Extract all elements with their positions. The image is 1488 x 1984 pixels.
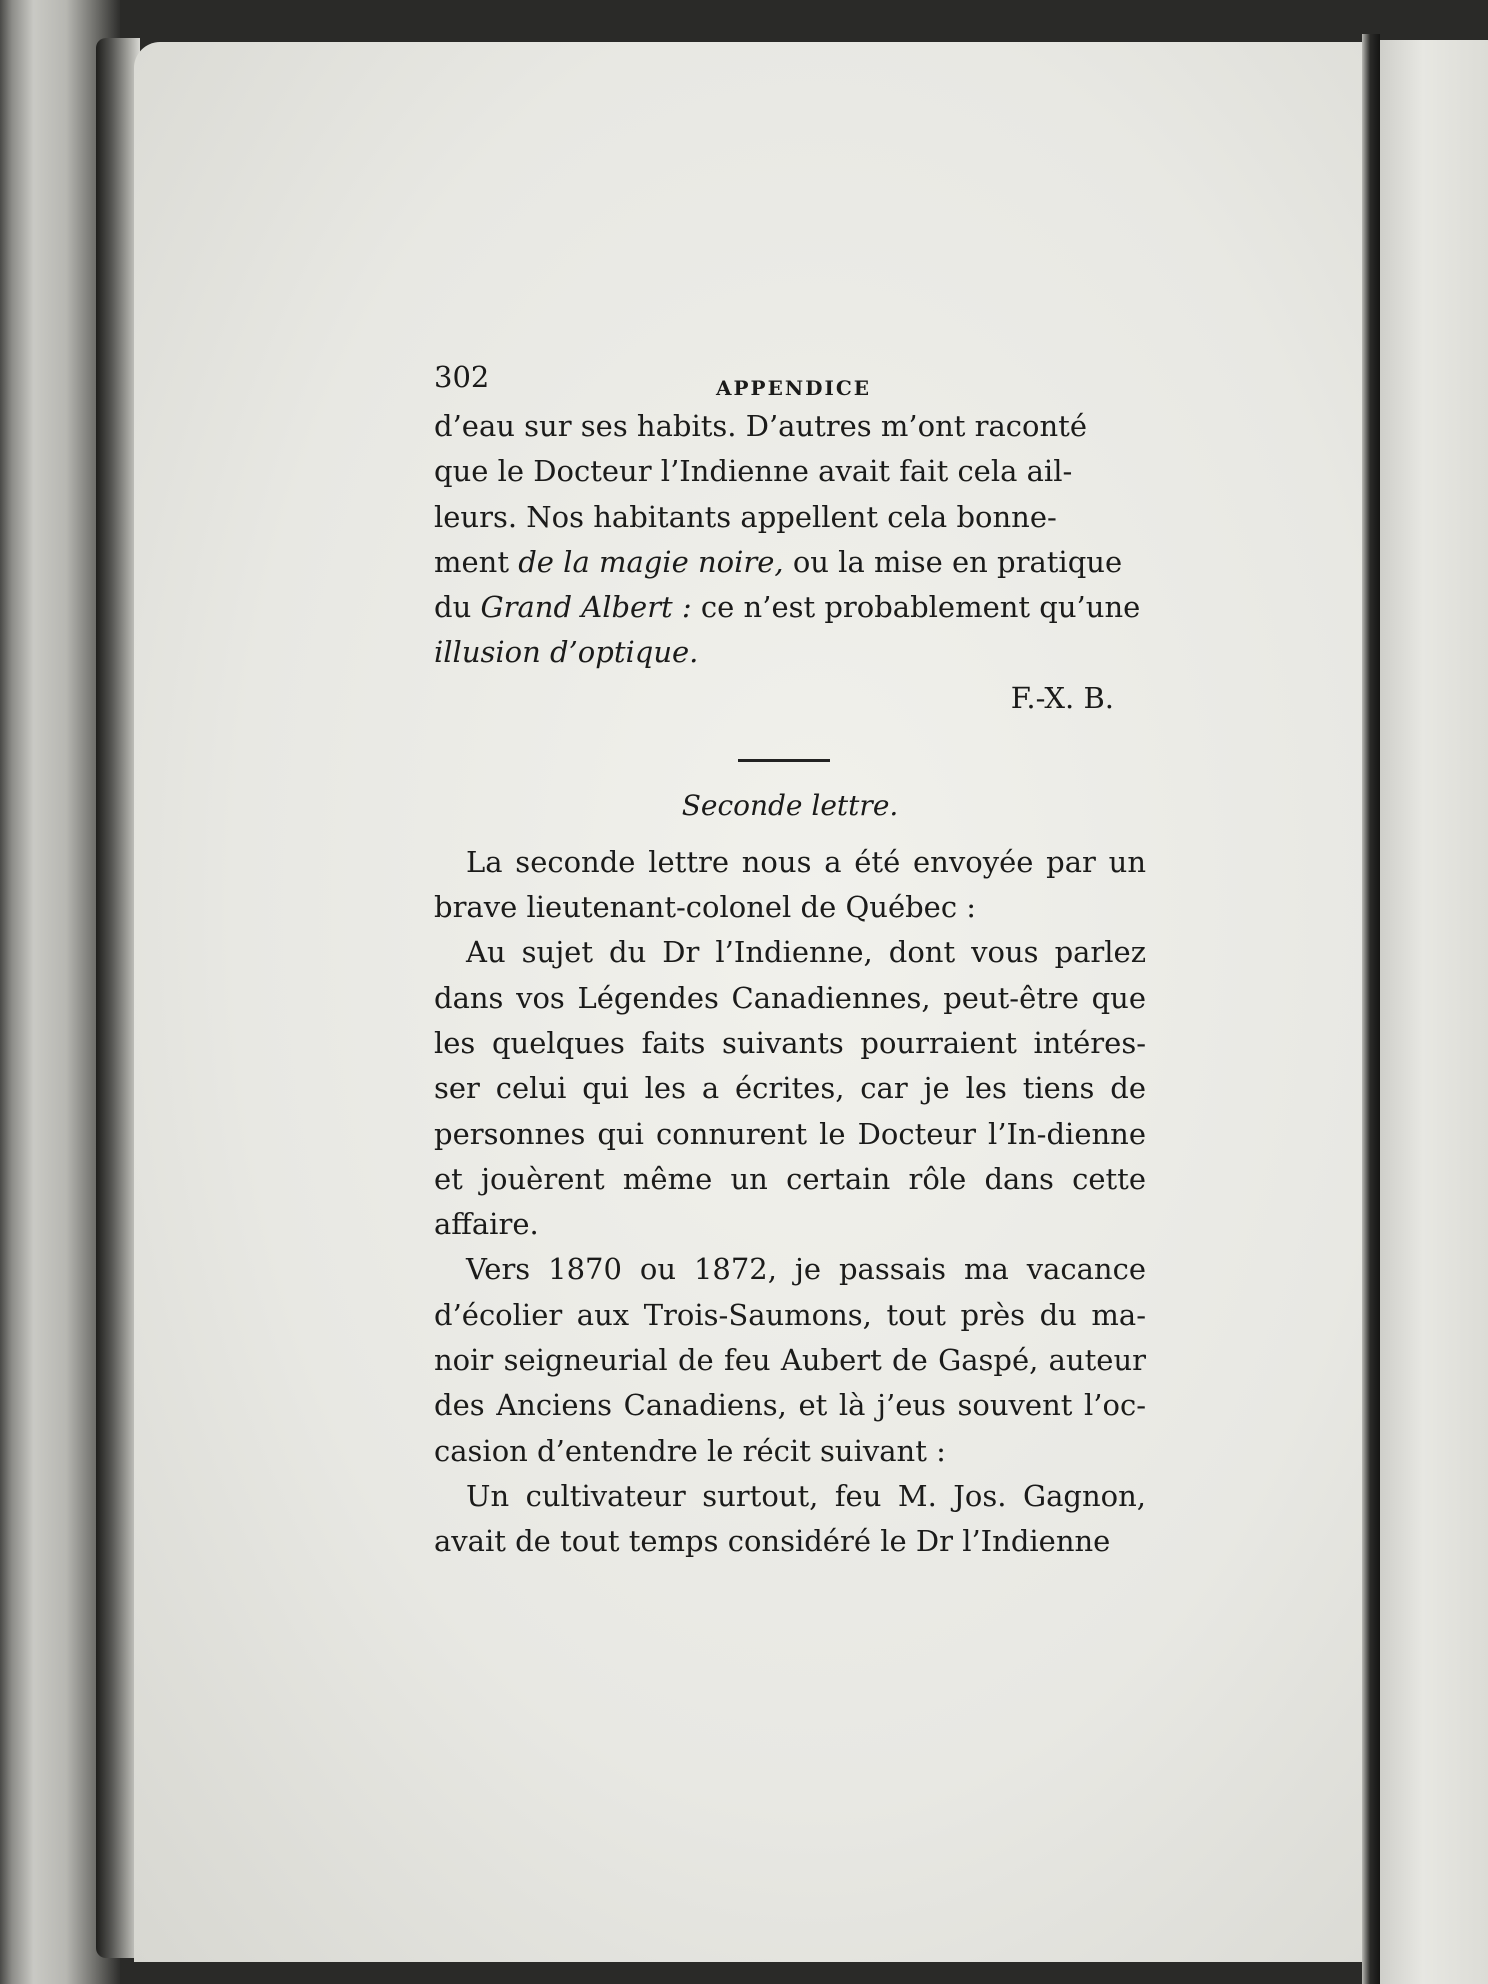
running-title: APPENDICE [716, 376, 871, 400]
text-fragment: du [434, 590, 481, 625]
italic-phrase: de la magie noire, [518, 544, 784, 579]
facing-page-edge [1380, 40, 1488, 1984]
text-line: que le Docteur l’Indienne avait fait cela ail- [434, 454, 1073, 489]
signature: F.-X. B. [1010, 680, 1114, 715]
paragraph: Un cultivateur surtout, feu M. Jos. Gagnon, avait de tout temps considéré le Dr l’Indienne [434, 1478, 1146, 1559]
text-line [434, 585, 1146, 630]
page-text [434, 360, 1146, 1565]
text-fragment: ment [434, 544, 519, 579]
italic-phrase: Grand Albert : [480, 590, 692, 625]
text-line [434, 540, 1146, 585]
text-line [434, 630, 1146, 675]
paragraph: Au sujet du Dr l’Indienne, dont vous parlez dans vos Légendes Canadiennes, peut-être que les quelques faits suivants pourraient intéres-ser celui qui les a écrites, car je les tiens de personnes qui connurent le Docteur l’In-dienne et jouèrent même un certain rôle dans cette affaire. [434, 935, 1146, 1242]
section-heading: Seconde lettre. [681, 788, 899, 822]
running-head [434, 360, 1146, 404]
paragraph: Vers 1870 ou 1872, je passais ma vacance d’écolier aux Trois-Saumons, tout près du ma-noir seigneurial de feu Aubert de Gaspé, auteur des Anciens Canadiens, et là j’eus souvent l’oc-casion d’entendre le récit suivant : [434, 1252, 1146, 1468]
text-line: leurs. Nos habitants appellent cela bonne- [434, 499, 1057, 534]
paragraph: La seconde lettre nous a été envoyée par un brave lieutenant-colonel de Québec : [434, 844, 1146, 925]
page-number: 302 [434, 360, 490, 394]
italic-phrase: illusion d’optique. [434, 635, 699, 670]
first-letter-ending [434, 404, 1146, 721]
text-line: d’eau sur ses habits. D’autres m’ont raconté [434, 409, 1087, 443]
book-gutter [1362, 34, 1380, 1984]
text-fragment: ce n’est probablement qu’une [691, 590, 1141, 625]
text-fragment: ou la mise en pratique [783, 544, 1123, 579]
section-divider [738, 759, 830, 762]
